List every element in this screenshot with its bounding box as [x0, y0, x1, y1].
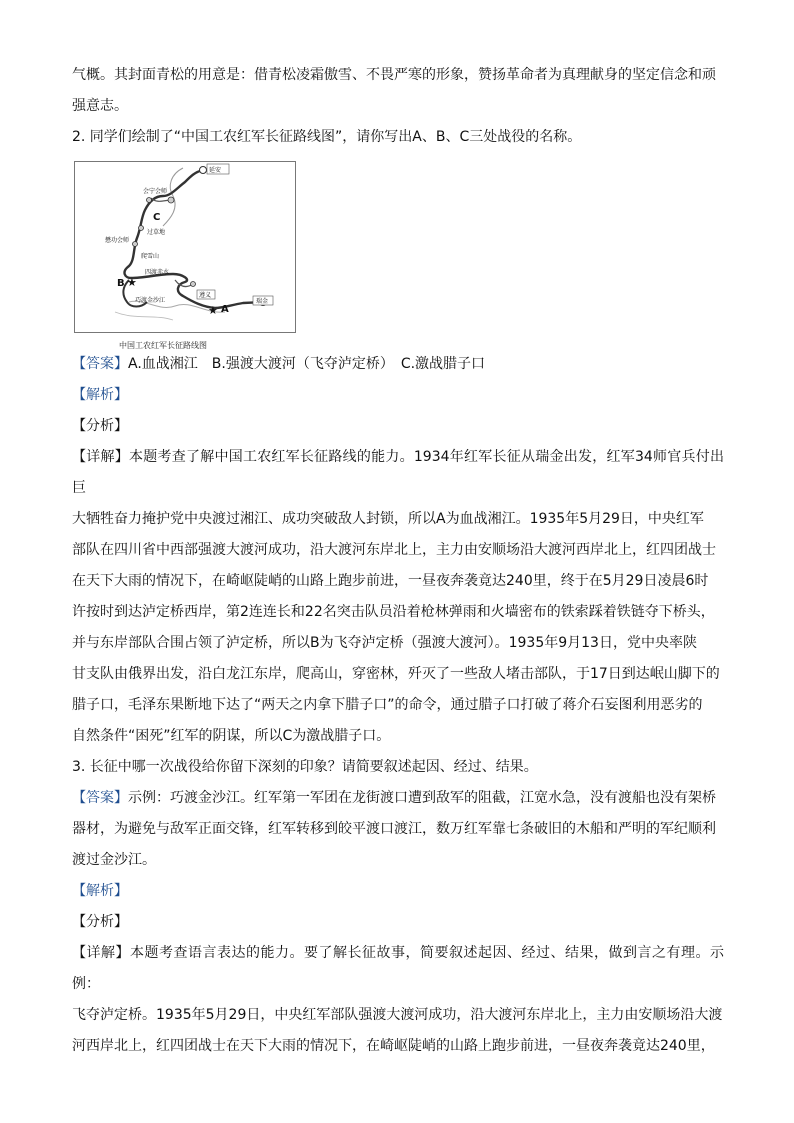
- svg-text:★: ★: [208, 304, 218, 317]
- document-page: [72, 60, 724, 1062]
- q2-detail-line-0: [72, 442, 724, 504]
- map-label-huining: 会宁会师: [143, 188, 168, 195]
- map-label-c: C: [153, 212, 161, 223]
- q3-answer-line-1: 器材，为避免与敌军正面交锋，红军转移到皎平渡口渡江，数万红军靠七条破旧的木船和严明的军纪顺利: [72, 821, 716, 837]
- map-label-zunyi: 遵义: [199, 292, 212, 299]
- route-map-svg: [75, 162, 297, 334]
- map-label-a: A: [221, 304, 229, 315]
- q3-jiexi: [72, 876, 724, 907]
- map-label-ruijin: 瑞金: [256, 298, 269, 305]
- map-label-jinsha: 巧渡金沙江: [135, 297, 166, 304]
- map-label-yanan: 延安: [209, 167, 222, 174]
- q2-detail-line-5: 并与东岸部队合围占领了泸定桥，所以B为飞夺泸定桥（强渡大渡河）。1935年9月13日，党中央率陕: [72, 635, 697, 651]
- q2-detail-line-2: 部队在四川省中西部强渡大渡河成功，沿大渡河东岸北上，主力由安顺场沿大渡河西岸北上，红四团战士: [72, 542, 716, 558]
- q2-answer-label: 【答案】: [72, 356, 128, 372]
- q3-detail-line-2: 河西岸北上，红四团战士在天下大雨的情况下，在崎岖陡峭的山路上跑步前进，一昼夜奔袭竟达240里，: [72, 1038, 715, 1054]
- q2-detail-line-4: 许按时到达泸定桥西岸，第2连连长和22名突击队员沿着枪林弹雨和火墙密布的铁索踩着铁链夺下桥头，: [72, 604, 715, 620]
- q2-detail-line-3: 在天下大雨的情况下，在崎岖陡峭的山路上跑步前进，一昼夜奔袭竟达240里，终于在5月29日凌晨6时: [72, 573, 709, 589]
- q2-detail-text-0: 本题考查了解中国工农红军长征路线的能力。1934年红军长征从瑞金出发，红军34师官兵付出巨: [72, 449, 724, 496]
- svg-text:★: ★: [127, 276, 137, 289]
- map-label-chishui: 四渡赤水: [145, 269, 170, 276]
- q3-answer-line-2: 渡过金沙江。: [72, 852, 156, 868]
- q2-jiexi: [72, 380, 724, 411]
- q2-detail-line-7: 腊子口，毛泽东果断地下达了“两天之内拿下腊子口”的命令，通过腊子口打破了蒋介石妄图利用恶劣的: [72, 697, 703, 713]
- q3-question: 3. 长征中哪一次战役给你留下深刻的印象？请简要叙述起因、经过、结果。: [72, 759, 538, 775]
- q2-answer: [72, 349, 724, 380]
- q3-fenxi: [72, 907, 724, 938]
- q3-answer-line-0: [72, 783, 724, 814]
- map-label-grassland: 过草地: [147, 229, 166, 236]
- q2-jiexi-label: 【解析】: [72, 387, 128, 403]
- q3-fenxi-label: 【分析】: [72, 914, 128, 930]
- q3-detail-text-0: 本题考查语言表达的能力。要了解长征故事，简要叙述起因、经过、结果，做到言之有理。示例：: [72, 945, 724, 992]
- q3-detail-label: 【详解】: [72, 945, 130, 961]
- q2-fenxi: [72, 411, 724, 442]
- intro-line-2: 强意志。: [72, 98, 128, 114]
- q3-detail-line-1: 飞夺泸定桥。1935年5月29日，中央红军部队强渡大渡河成功，沿大渡河东岸北上，主力由安顺场沿大渡: [72, 1007, 723, 1023]
- q2-fenxi-label: 【分析】: [72, 418, 128, 434]
- q2-answer-text: A.血战湘江 B.强渡大渡河（飞夺泸定桥） C.激战腊子口: [128, 356, 486, 372]
- map-label-maogong: 懋功会师: [105, 237, 130, 244]
- q2-question: 2. 同学们绘制了“中国工农红军长征路线图”，请你写出A、B、C三处战役的名称。: [72, 129, 582, 145]
- map-label-snow: 爬雪山: [141, 253, 160, 260]
- q2-detail-line-8: 自然条件“困死”红军的阴谋，所以C为激战腊子口。: [72, 728, 391, 744]
- map-caption: 中国工农红军长征路线图: [119, 341, 207, 350]
- q3-answer-label: 【答案】: [72, 790, 128, 806]
- q3-detail-line-0: [72, 938, 724, 1000]
- q3-jiexi-label: 【解析】: [72, 883, 128, 899]
- q2-detail-line-6: 甘支队由俄界出发，沿白龙江东岸，爬高山，穿密林，歼灭了一些敌人堵击部队，于17日到达岷山脚下的: [72, 666, 720, 682]
- q2-detail-line-1: 大牺牲奋力掩护党中央渡过湘江、成功突破敌人封锁，所以A为血战湘江。1935年5月29日，中央红军: [72, 511, 704, 527]
- q3-answer-text-0: 示例：巧渡金沙江。红军第一军团在龙街渡口遭到敌军的阻截，江宽水急，没有渡船也没有架桥: [128, 790, 716, 806]
- q2-detail-label: 【详解】: [72, 449, 129, 465]
- map-label-b: B: [117, 278, 125, 289]
- long-march-route-map: [74, 161, 296, 350]
- intro-line-1: 气概。其封面青松的用意是：借青松凌霜傲雪、不畏严寒的形象，赞扬革命者为真理献身的坚定信念和顽: [72, 67, 716, 83]
